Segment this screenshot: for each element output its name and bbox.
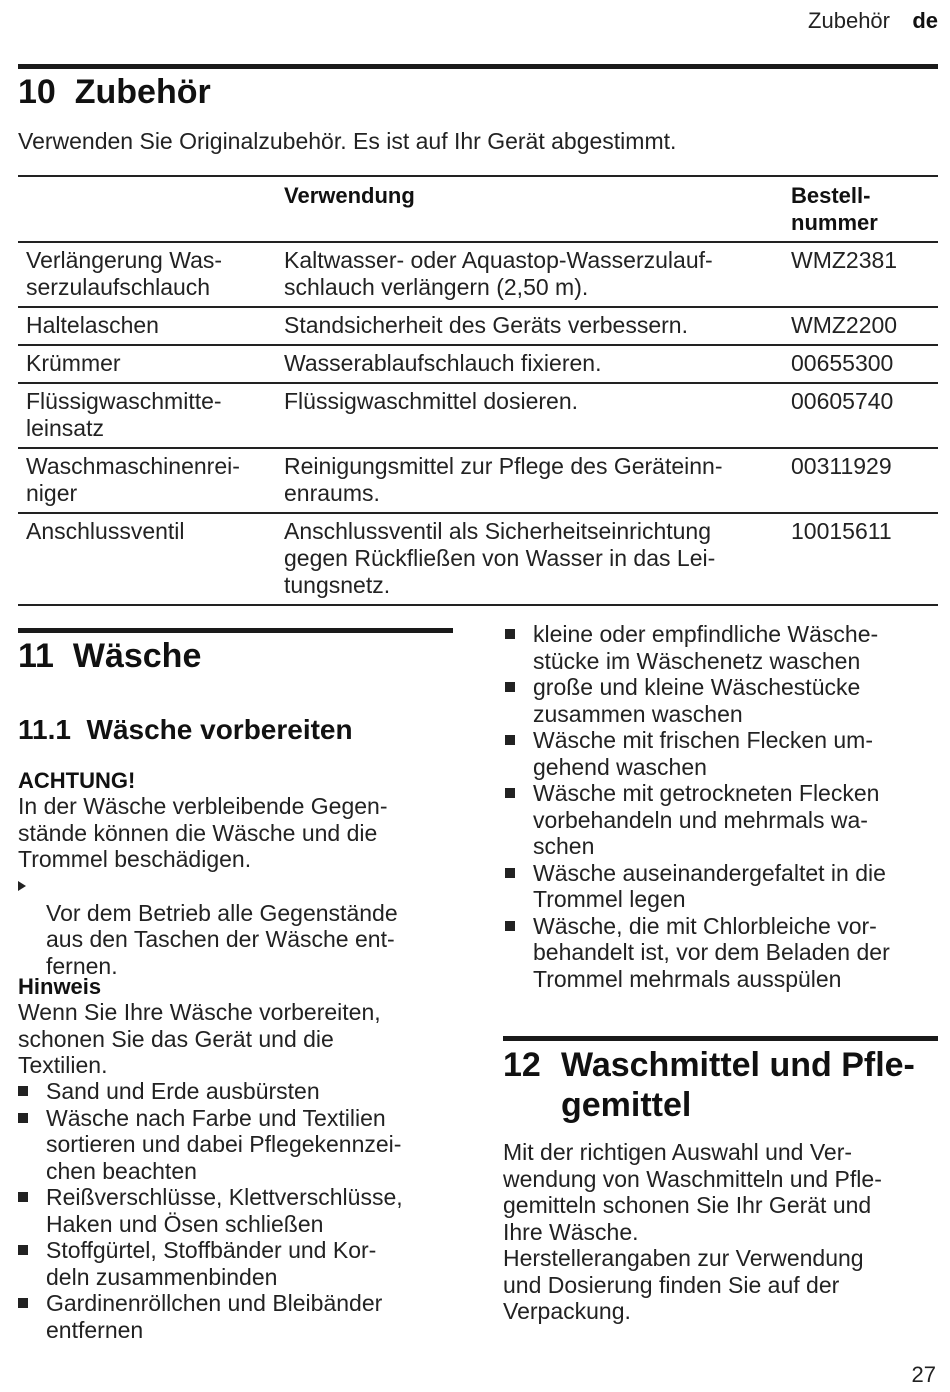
section-11-rule	[18, 628, 453, 633]
table-header-row	[18, 176, 938, 242]
section-11-heading	[18, 636, 201, 676]
table-row	[18, 448, 938, 513]
table-header-item	[18, 176, 276, 242]
table-cell-item: Krümmer	[18, 345, 276, 383]
table-cell-item: Verlängerung Was- serzulaufschlauch	[18, 242, 276, 307]
list-item: kleine oder empfindliche Wäsche- stücke im Wäschenetz waschen	[503, 621, 943, 674]
bullet-square-icon	[18, 1192, 28, 1202]
section-12-text: Mit der richtigen Auswahl und Ver- wendung von Waschmitteln und Pfle- gemitteln schonen Sie Ihr Gerät und Ihre Wäsche. Herstellerangaben zur Verwendung und Dosierung finden Sie auf der Verpackung.	[503, 1139, 882, 1324]
subsection-11-1-heading	[18, 714, 353, 746]
section-11-title: Wäsche	[72, 637, 202, 675]
table-cell-usage: Flüssigwaschmittel dosieren.	[276, 383, 783, 448]
caution-text: In der Wäsche verbleibende Gegen- stände können die Wäsche und die Trommel beschädigen.	[18, 793, 388, 872]
bullet-square-icon	[505, 735, 515, 745]
caution-label: ACHTUNG!	[18, 768, 136, 793]
bullet-square-icon	[505, 682, 515, 692]
table-cell-item: Anschlussventil	[18, 513, 276, 605]
running-header-section: Zubehör	[808, 8, 890, 33]
table-cell-usage: Kaltwasser- oder Aquastop-Wasserzulauf- schlauch verlängern (2,50 m).	[276, 242, 783, 307]
list-item: Gardinenröllchen und Bleibänder entfernen	[16, 1290, 453, 1343]
bullet-square-icon	[18, 1298, 28, 1308]
bullet-square-icon	[18, 1086, 28, 1096]
page-number: 27	[911, 1362, 936, 1387]
list-item: Wäsche mit getrockneten Flecken vorbehandeln und mehrmals wa- schen	[503, 780, 943, 860]
section-10-intro: Verwenden Sie Originalzubehör. Es ist auf Ihr Gerät abgestimmt.	[18, 128, 677, 154]
list-item: Wäsche auseinandergefaltet in die Trommel legen	[503, 860, 943, 913]
caution-step	[16, 873, 456, 979]
table-header-order-number: Bestell- nummer	[783, 176, 938, 242]
preparation-list-left	[16, 1078, 453, 1343]
accessories-table	[18, 175, 938, 606]
table-cell-item: Waschmaschinenrei- niger	[18, 448, 276, 513]
list-item: Wäsche nach Farbe und Textilien sortieren und dabei Pflegekennzei- chen beachten	[16, 1105, 453, 1185]
table-cell-order-number: WMZ2200	[783, 307, 938, 345]
table-header-usage: Verwendung	[276, 176, 783, 242]
list-item: Reißverschlüsse, Klettverschlüsse, Haken und Ösen schließen	[16, 1184, 453, 1237]
bullet-square-icon	[505, 629, 515, 639]
table-row	[18, 513, 938, 605]
bullet-square-icon	[505, 921, 515, 931]
section-12-number: 12	[503, 1046, 541, 1084]
list-item: Wäsche mit frischen Flecken um- gehend waschen	[503, 727, 943, 780]
list-item: große und kleine Wäschestücke zusammen waschen	[503, 674, 943, 727]
section-10-rule	[18, 64, 938, 69]
caution-step-text: Vor dem Betrieb alle Gegenstände aus den Taschen der Wäsche ent- fernen.	[46, 899, 398, 979]
table-row	[18, 345, 938, 383]
note-text: Wenn Sie Ihre Wäsche vorbereiten, schonen Sie das Gerät und die Textilien.	[18, 999, 381, 1078]
running-header-language: de	[912, 8, 938, 33]
table-cell-order-number: 00311929	[783, 448, 938, 513]
bullet-square-icon	[505, 868, 515, 878]
table-cell-usage: Standsicherheit des Geräts verbessern.	[276, 307, 783, 345]
bullet-square-icon	[18, 1245, 28, 1255]
table-row	[18, 383, 938, 448]
section-11-number: 11	[18, 637, 54, 675]
preparation-list-right	[503, 621, 943, 992]
note-label: Hinweis	[18, 974, 102, 999]
section-10-heading	[18, 72, 211, 112]
table-cell-order-number: 10015611	[783, 513, 938, 605]
section-10-number: 10	[18, 73, 56, 111]
table-cell-item: Haltelaschen	[18, 307, 276, 345]
bullet-square-icon	[18, 1113, 28, 1123]
table-cell-order-number: 00605740	[783, 383, 938, 448]
table-cell-usage: Reinigungsmittel zur Pflege des Geräteinn- enraums.	[276, 448, 783, 513]
bullet-square-icon	[505, 788, 515, 798]
list-item: Wäsche, die mit Chlorbleiche vor- behandelt ist, vor dem Beladen der Trommel mehrmals ausspülen	[503, 913, 943, 993]
table-row	[18, 307, 938, 345]
section-12-title: Waschmittel und Pfle- gemittel	[561, 1046, 915, 1124]
subsection-11-1-title: Wäsche vorbereiten	[86, 714, 353, 745]
table-cell-order-number: 00655300	[783, 345, 938, 383]
subsection-11-1-number: 11.1	[18, 714, 71, 745]
section-10-title: Zubehör	[74, 73, 211, 111]
step-arrow-icon	[18, 881, 26, 891]
section-12-rule	[503, 1036, 938, 1041]
table-cell-usage: Anschlussventil als Sicherheitseinrichtung gegen Rückfließen von Wasser in das Lei- tungsnetz.	[276, 513, 783, 605]
list-item: Stoffgürtel, Stoffbänder und Kor- deln zusammenbinden	[16, 1237, 453, 1290]
table-row	[18, 242, 938, 307]
table-cell-item: Flüssigwaschmitte- leinsatz	[18, 383, 276, 448]
list-item: Sand und Erde ausbürsten	[16, 1078, 453, 1105]
table-cell-usage: Wasserablaufschlauch fixieren.	[276, 345, 783, 383]
table-cell-order-number: WMZ2381	[783, 242, 938, 307]
